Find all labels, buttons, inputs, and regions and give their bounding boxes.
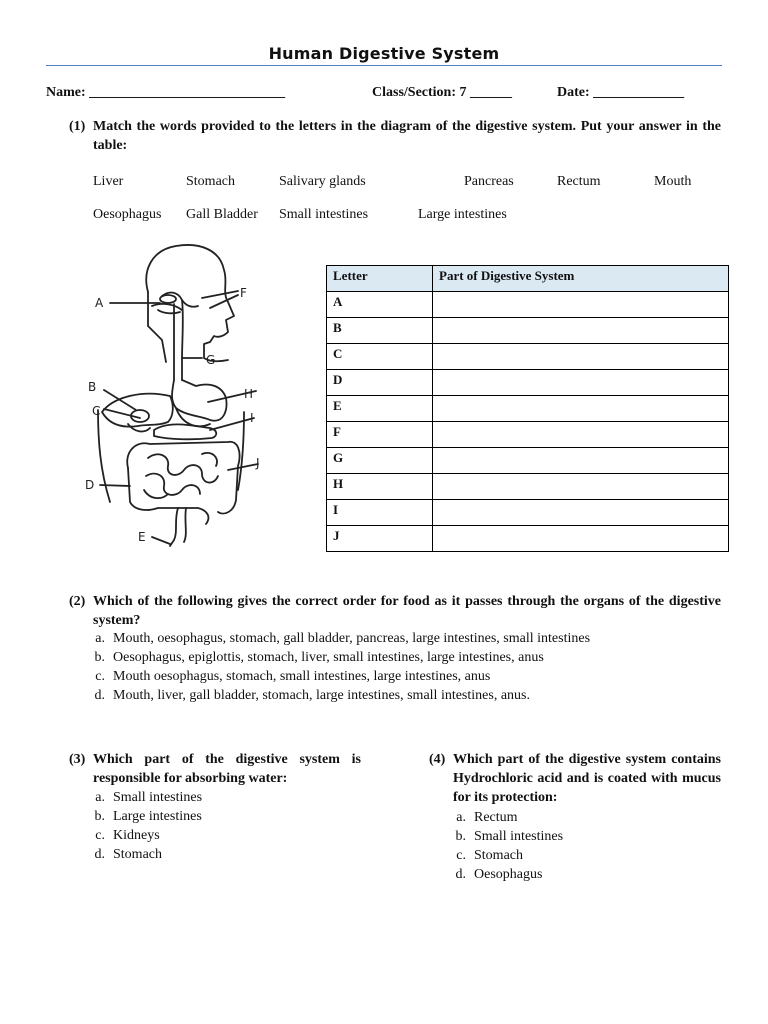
date-field[interactable] xyxy=(557,85,684,101)
option-c[interactable] xyxy=(79,667,590,686)
option-a[interactable] xyxy=(440,808,563,827)
option-c[interactable] xyxy=(79,826,202,845)
diagram-label-i: I xyxy=(250,411,254,425)
question-2-options xyxy=(79,629,590,705)
option-d[interactable] xyxy=(440,865,563,884)
word-bank-item: Salivary glands xyxy=(279,174,366,189)
table-header-row xyxy=(327,266,729,292)
answer-cell[interactable] xyxy=(433,344,729,370)
page-title: Human Digestive System xyxy=(268,44,500,63)
option-a[interactable] xyxy=(79,788,202,807)
question-2 xyxy=(69,592,721,630)
option-a[interactable] xyxy=(79,629,590,648)
word-bank-item: Mouth xyxy=(654,174,692,189)
question-text: Which part of the digestive system is responsible for absorbing water: xyxy=(93,752,361,786)
word-bank-item: Stomach xyxy=(186,174,235,189)
question-3 xyxy=(69,750,361,788)
date-label: Date: xyxy=(557,85,590,100)
option-text: Small intestines xyxy=(113,790,203,805)
answer-cell[interactable] xyxy=(433,318,729,344)
table-row xyxy=(327,448,729,474)
word-bank-item: Rectum xyxy=(557,174,601,189)
option-b[interactable] xyxy=(79,648,590,667)
word-bank-item: Gall Bladder xyxy=(186,207,258,222)
option-text: Mouth oesophagus, stomach, small intestines, large intestines, anus xyxy=(113,669,491,684)
question-number: (4) xyxy=(429,752,446,767)
option-b[interactable] xyxy=(79,807,202,826)
row-letter: C xyxy=(327,344,433,370)
option-text: Rectum xyxy=(474,810,518,825)
answer-cell[interactable] xyxy=(433,526,729,552)
option-text: Small intestines xyxy=(474,829,564,844)
name-field[interactable] xyxy=(46,85,285,101)
option-text: Oesophagus xyxy=(474,867,543,882)
class-section-value[interactable]: 7 ______ xyxy=(459,85,512,100)
option-letter: d. xyxy=(455,867,466,882)
word-bank-item: Liver xyxy=(93,174,124,189)
option-c[interactable] xyxy=(440,846,563,865)
title-divider xyxy=(46,65,722,66)
table-row xyxy=(327,474,729,500)
question-number: (2) xyxy=(69,594,86,609)
option-text: Oesophagus, epiglottis, stomach, liver, small intestines, large intestines, anus xyxy=(113,650,544,665)
diagram-label-a: A xyxy=(95,296,104,310)
column-header-letter: Letter xyxy=(327,266,433,292)
option-d[interactable] xyxy=(79,686,590,705)
name-blank[interactable]: ____________________________ xyxy=(89,85,286,100)
row-letter: J xyxy=(327,526,433,552)
answer-cell[interactable] xyxy=(433,474,729,500)
table-row xyxy=(327,370,729,396)
question-3-options xyxy=(79,788,202,864)
row-letter: B xyxy=(327,318,433,344)
option-text: Mouth, liver, gall bladder, stomach, large intestines, small intestines, anus. xyxy=(113,688,530,703)
option-letter: d. xyxy=(94,688,105,703)
option-letter: d. xyxy=(94,847,105,862)
option-b[interactable] xyxy=(440,827,563,846)
row-letter: I xyxy=(327,500,433,526)
diagram-label-d: D xyxy=(85,478,95,492)
option-text: Large intestines xyxy=(113,809,202,824)
answer-cell[interactable] xyxy=(433,422,729,448)
table-row xyxy=(327,344,729,370)
option-letter: b. xyxy=(94,650,105,665)
question-4-options xyxy=(440,808,563,884)
option-letter: c. xyxy=(95,828,105,843)
question-text: Which part of the digestive system contains Hydrochloric acid and is coated with mucus for its protection: xyxy=(453,752,721,805)
option-letter: a. xyxy=(456,810,466,825)
option-text: Kidneys xyxy=(113,828,160,843)
word-bank-item: Oesophagus xyxy=(93,207,162,222)
name-label: Name: xyxy=(46,85,86,100)
option-letter: a. xyxy=(95,631,105,646)
table-row xyxy=(327,526,729,552)
option-text: Stomach xyxy=(113,847,162,862)
question-text: Match the words provided to the letters in the diagram of the digestive system. Put your answer in the table: xyxy=(93,119,721,153)
row-letter: G xyxy=(327,448,433,474)
row-letter: H xyxy=(327,474,433,500)
row-letter: F xyxy=(327,422,433,448)
diagram-label-c: C xyxy=(92,404,101,418)
option-text: Stomach xyxy=(474,848,523,863)
row-letter: E xyxy=(327,396,433,422)
table-row xyxy=(327,396,729,422)
option-letter: b. xyxy=(455,829,466,844)
table-row xyxy=(327,318,729,344)
table-row xyxy=(327,292,729,318)
option-letter: b. xyxy=(94,809,105,824)
diagram-label-e: E xyxy=(138,530,146,544)
answer-cell[interactable] xyxy=(433,448,729,474)
diagram-label-j: J xyxy=(256,456,260,470)
option-d[interactable] xyxy=(79,845,202,864)
answer-cell[interactable] xyxy=(433,500,729,526)
question-text: Which of the following gives the correct order for food as it passes through the organs of the digestive system? xyxy=(93,594,721,628)
diagram-label-b: B xyxy=(88,380,97,394)
diagram-label-f: F xyxy=(240,286,247,300)
answer-table xyxy=(326,265,729,552)
option-letter: c. xyxy=(95,669,105,684)
table-row xyxy=(327,500,729,526)
row-letter: D xyxy=(327,370,433,396)
question-number: (1) xyxy=(69,119,86,134)
diagram-label-g: G xyxy=(206,353,216,367)
question-1 xyxy=(69,117,721,155)
answer-cell[interactable] xyxy=(433,370,729,396)
class-section-label: Class/Section: xyxy=(372,85,456,100)
question-number: (3) xyxy=(69,752,86,767)
option-letter: a. xyxy=(95,790,105,805)
word-bank-item: Small intestines xyxy=(279,207,369,222)
digestive-system-diagram xyxy=(78,240,290,552)
answer-cell[interactable] xyxy=(433,292,729,318)
word-bank-item: Pancreas xyxy=(464,174,514,189)
option-letter: c. xyxy=(456,848,466,863)
row-letter: A xyxy=(327,292,433,318)
answer-cell[interactable] xyxy=(433,396,729,422)
class-section-field[interactable] xyxy=(372,85,512,101)
question-4 xyxy=(429,750,721,807)
table-row xyxy=(327,422,729,448)
diagram-label-h: H xyxy=(244,387,254,401)
word-bank-item: Large intestines xyxy=(418,207,507,222)
date-blank[interactable]: _____________ xyxy=(593,85,685,100)
column-header-part: Part of Digestive System xyxy=(433,266,729,292)
option-text: Mouth, oesophagus, stomach, gall bladder, pancreas, large intestines, small intestines xyxy=(113,631,591,646)
